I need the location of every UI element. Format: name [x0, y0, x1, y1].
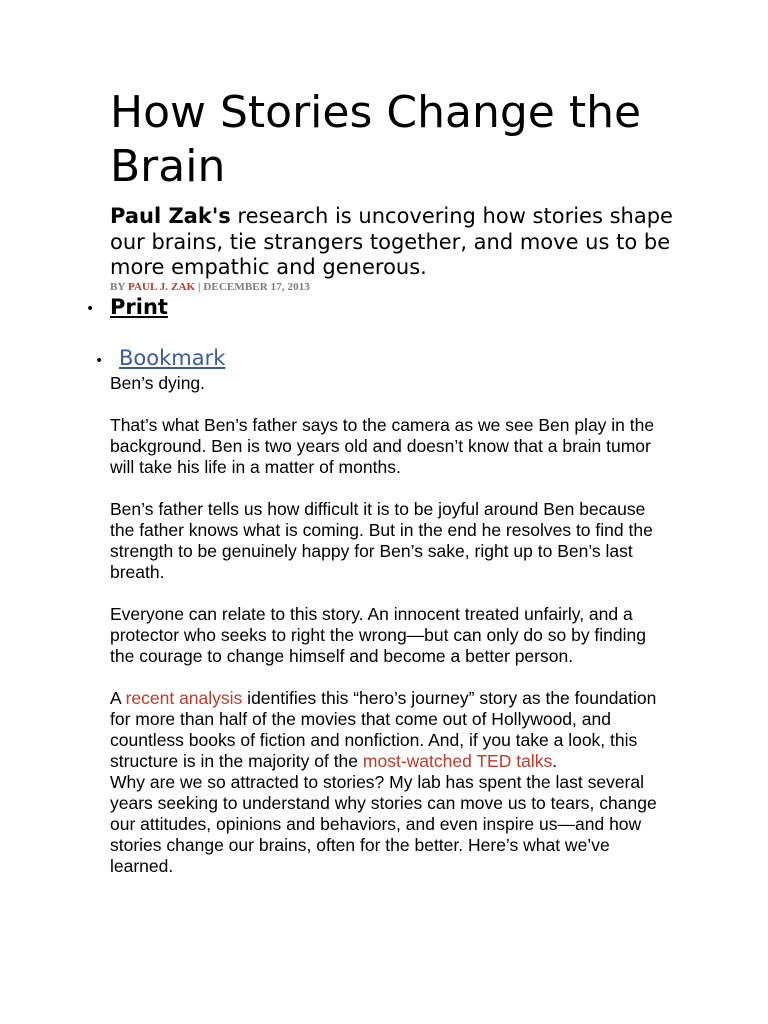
paragraph-5-text-c: . [552, 751, 558, 771]
recent-analysis-link[interactable]: recent analysis [125, 688, 243, 708]
paragraph-5-text-a: A [110, 688, 126, 708]
byline-separator: | [195, 281, 204, 293]
bullet-icon: • [95, 353, 104, 369]
dek-author-name: Paul Zak's [110, 204, 231, 228]
bullet-icon: • [86, 301, 95, 317]
byline-date: DECEMBER 17, 2013 [203, 281, 310, 293]
paragraph-4: Everyone can relate to this story. An innocent treated unfairly, and a protector who seeks to right the wrong—but can only do so by finding the courage to change himself and become a better person. [110, 604, 646, 666]
byline [110, 281, 670, 293]
byline-author-link[interactable]: PAUL J. ZAK [127, 281, 196, 293]
article-title: How Stories Change the Brain [110, 87, 642, 192]
most-watched-ted-talks-link[interactable]: most-watched TED talks [362, 751, 553, 771]
paragraph-2: That’s what Ben’s father says to the camera as we see Ben play in the background. Ben is two years old and doesn’t know that a brain tumor will take his life in a matter of months. [110, 415, 655, 477]
paragraph-5-text-b: identifies this “hero’s journey” story as the foundation for more than half of the movies that come out of Hollywood, and countless books of fiction and nonfiction. And, if you take a look, this structure is in the majority of the [110, 688, 657, 771]
bookmark-link[interactable]: Bookmark [119, 346, 226, 370]
paragraph-6: Why are we so attracted to stories? My lab has spent the last several years seeking to understand why stories can move us to tears, change our attitudes, opinions and behaviors, and even inspire us—and how stories change our brains, often for the better. Here’s what we’ve learned. [110, 772, 657, 876]
paragraph-5 [110, 688, 670, 772]
print-link[interactable]: Print [110, 295, 168, 319]
article-body [110, 373, 670, 898]
paragraph-1: Ben’s dying. [110, 373, 206, 393]
paragraph-3: Ben’s father tells us how difficult it is to be joyful around Ben because the father knows what is coming. But in the end he resolves to find the strength to be genuinely happy for Ben’s sake, right up to Ben’s last breath. [110, 499, 653, 582]
byline-prefix: BY [110, 281, 128, 293]
article-dek [110, 204, 680, 281]
dek-text: research is uncovering how stories shape our brains, tie strangers together, and move us to be more empathic and generous. [110, 204, 673, 279]
